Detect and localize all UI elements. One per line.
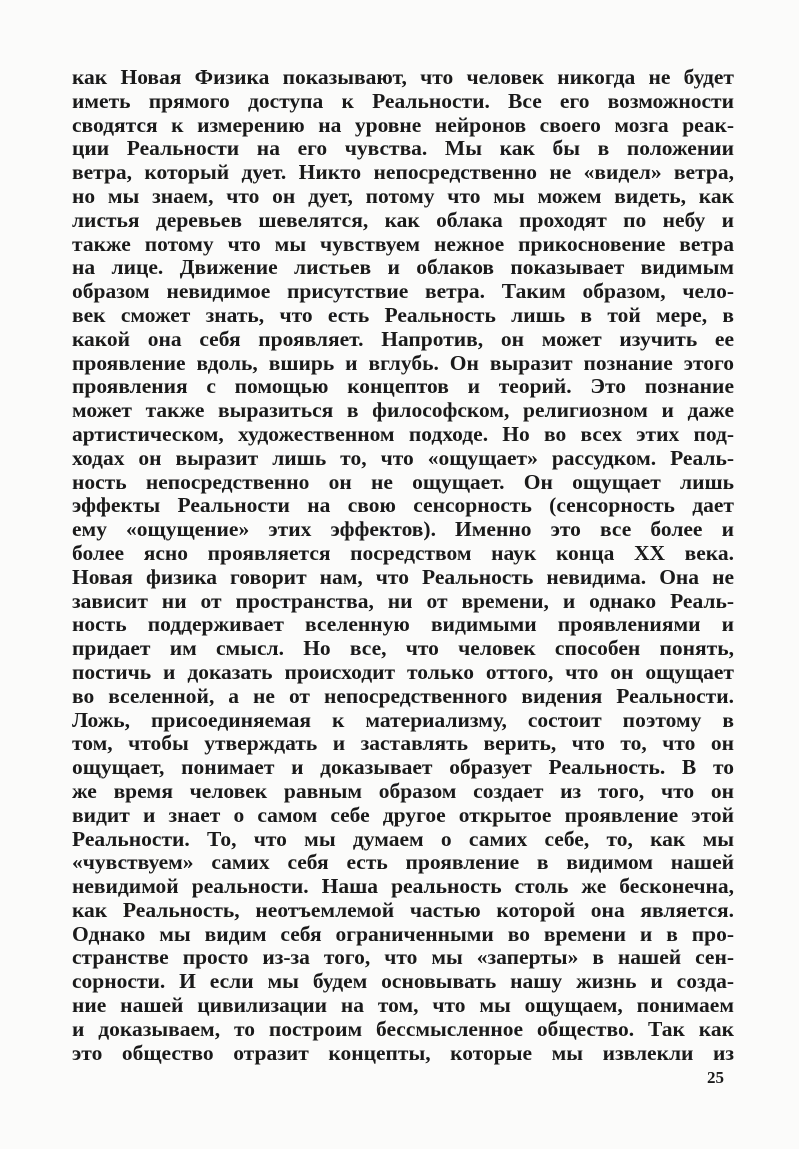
text-line: том, чтобы утверждать и заставлять верить, что то, что он	[72, 732, 734, 756]
text-line: «чувствуем» самих себя есть проявление в видимом нашей	[72, 851, 734, 875]
body-text	[72, 66, 734, 1065]
text-line: невидимой реальности. Наша реальность столь же бесконечна,	[72, 875, 734, 899]
text-line: какой она себя проявляет. Напротив, он может изучить ее	[72, 327, 734, 351]
text-line: Ложь, присоединяемая к материализму, состоит поэтому в	[72, 708, 734, 732]
text-line: проявление вдоль, вширь и вглубь. Он выразит познание этого	[72, 351, 734, 375]
text-line: ветра, который дует. Никто непосредственно не «видел» ветра,	[72, 161, 734, 185]
text-line: зависит ни от пространства, ни от времени, и однако Реаль-	[72, 589, 734, 613]
text-line: более ясно проявляется посредством наук конца XX века.	[72, 541, 734, 565]
text-line: придает им смысл. Но все, что человек способен понять,	[72, 637, 734, 661]
text-line: Реальности. То, что мы думаем о самих себе, то, как мы	[72, 827, 734, 851]
text-line: ходах он выразит лишь то, что «ощущает» рассудком. Реаль-	[72, 446, 734, 470]
text-line: образом невидимое присутствие ветра. Таким образом, чело-	[72, 280, 734, 304]
text-line: листья деревьев шевелятся, как облака проходят по небу и	[72, 208, 734, 232]
text-line: как Реальность, неотъемлемой частью которой она является.	[72, 898, 734, 922]
text-line: также потому что мы чувствуем нежное прикосновение ветра	[72, 232, 734, 256]
text-line: сорности. И если мы будем основывать нашу жизнь и созда-	[72, 970, 734, 994]
text-line: постичь и доказать происходит только оттого, что он ощущает	[72, 660, 734, 684]
text-line: эффекты Реальности на свою сенсорность (сенсорность дает	[72, 494, 734, 518]
text-line: ему «ощущение» этих эффектов). Именно это все более и	[72, 518, 734, 542]
text-line: странстве просто из-за того, что мы «заперты» в нашей сен-	[72, 946, 734, 970]
text-line: и доказываем, то построим бессмысленное общество. Так как	[72, 1017, 734, 1041]
text-line: ние нашей цивилизации на том, что мы ощущаем, понимаем	[72, 994, 734, 1018]
text-line: артистическом, художественном подходе. Но во всех этих под-	[72, 422, 734, 446]
text-line: сводятся к измерению на уровне нейронов своего мозга реак-	[72, 113, 734, 137]
text-line: Однако мы видим себя ограниченными во времени и в про-	[72, 922, 734, 946]
text-line: это общество отразит концепты, которые мы извлекли из	[72, 1041, 734, 1065]
text-line: во вселенной, а не от непосредственного видения Реальности.	[72, 684, 734, 708]
page-number: 25	[707, 1068, 724, 1087]
text-line: же время человек равным образом создает из того, что он	[72, 779, 734, 803]
text-line: век сможет знать, что есть Реальность лишь в той мере, в	[72, 303, 734, 327]
text-line: проявления с помощью концептов и теорий. Это познание	[72, 375, 734, 399]
text-line: ность поддерживает вселенную видимыми проявлениями и	[72, 613, 734, 637]
text-line: может также выразиться в философском, религиозном и даже	[72, 399, 734, 423]
text-line: Новая физика говорит нам, что Реальность невидима. Она не	[72, 565, 734, 589]
text-line: ции Реальности на его чувства. Мы как бы в положении	[72, 137, 734, 161]
text-line: видит и знает о самом себе другое открытое проявление этой	[72, 803, 734, 827]
text-line: на лице. Движение листьев и облаков показывает видимым	[72, 256, 734, 280]
text-line: ощущает, понимает и доказывает образует Реальность. В то	[72, 756, 734, 780]
text-line: как Новая Физика показывают, что человек никогда не будет	[72, 66, 734, 89]
text-line: но мы знаем, что он дует, потому что мы можем видеть, как	[72, 184, 734, 208]
text-line: ность непосредственно он не ощущает. Он ощущает лишь	[72, 470, 734, 494]
text-line: иметь прямого доступа к Реальности. Все его возможности	[72, 89, 734, 113]
